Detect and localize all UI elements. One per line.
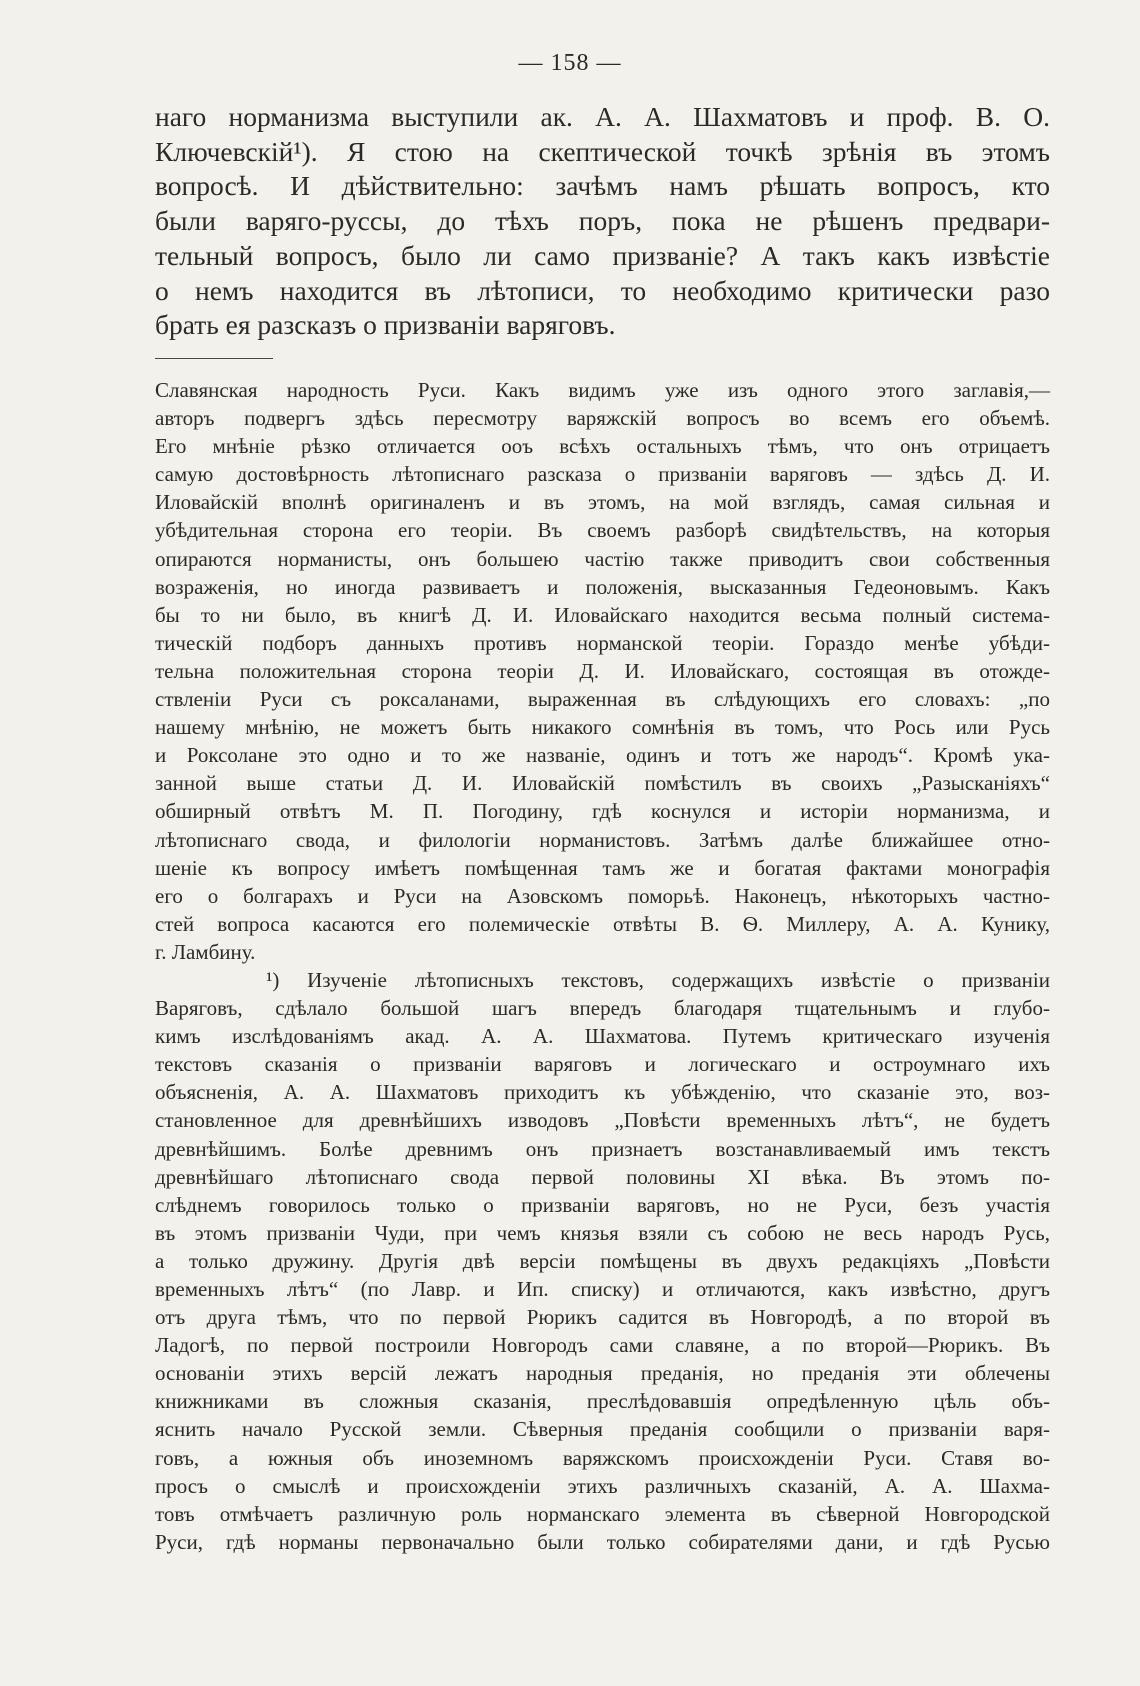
footnote-line: шеніе къ вопросу имѣетъ помѣщенная тамъ же и богатая фактами монографія [155, 855, 1050, 880]
footnotes-block [155, 376, 1050, 1556]
main-text-line: о немъ находится въ лѣтописи, то необходимо критически разо [155, 274, 1050, 306]
footnote-line: Иловайскій вполнѣ оригиналенъ и въ этомъ, на мой взглядъ, самая сильная и [155, 490, 1050, 515]
footnote-divider [155, 358, 273, 359]
footnote-line: въ этомъ призваніи Чуди, при чемъ князья взяли съ собою не весь народъ Русь, [155, 1220, 1050, 1245]
footnote-line: книжниками въ сложныя сказанія, преслѣдовавшія опредѣленную цѣль объ- [155, 1389, 1050, 1414]
footnote-line: яснить начало Русской земли. Сѣверныя преданія сообщили о призваніи варя- [155, 1417, 1050, 1442]
footnote-line: лѣтописнаго свода, и филологіи норманистовъ. Затѣмъ далѣе ближайшее отно- [155, 827, 1050, 852]
footnote-line: говъ, а южныя объ иноземномъ варяжскомъ происхожденіи Руси. Ставя во- [155, 1445, 1050, 1470]
footnote-line: древнѣйшаго лѣтописнаго свода первой половины XI вѣка. Въ этомъ по- [155, 1164, 1050, 1189]
footnote-line: а только дружину. Другія двѣ версіи помѣщены въ двухъ редакціяхъ „Повѣсти [155, 1248, 1050, 1273]
footnote-line: бы то ни было, въ книгѣ Д. И. Иловайскаго находится весьма полный система- [155, 602, 1050, 627]
footnote-line: самую достовѣрность лѣтописнаго разсказа о призваніи варяговъ — здѣсь Д. И. [155, 462, 1050, 487]
footnote-line: занной выше статьи Д. И. Иловайскій помѣстилъ въ своихъ „Разысканіяхъ“ [155, 771, 1050, 796]
footnote-line: Руси, гдѣ норманы первоначально были только собирателями дани, и гдѣ Русью [155, 1529, 1050, 1554]
footnote-line: Варяговъ, сдѣлало большой шагъ впередъ благодаря тщательнымъ и глубо- [155, 996, 1050, 1021]
footnote-line: становленное для древнѣйшихъ изводовъ „Повѣсти временныхъ лѣтъ“, не будетъ [155, 1108, 1050, 1133]
footnote-line: Его мнѣніе рѣзко отличается оoъ всѣхъ остальныхъ тѣмъ, что онъ отрицаетъ [155, 434, 1050, 459]
footnote-line: стей вопроса касаются его полемическіе отвѣты В. Ѳ. Миллеру, А. А. Кунику, [155, 911, 1050, 936]
footnote-line: нашему мнѣнію, не можетъ быть никакого сомнѣнія въ томъ, что Рось или Русь [155, 715, 1050, 740]
main-text-line: были варяго-руссы, до тѣхъ поръ, пока не рѣшенъ предвари- [155, 205, 1050, 237]
page-number: — 158 — [518, 50, 622, 76]
footnote-line: опираются норманисты, онъ большею частію также приводитъ свои собственныя [155, 546, 1050, 571]
footnote-line: товъ отмѣчаетъ различную роль норманскаго элемента въ сѣверной Новгородской [155, 1501, 1050, 1526]
main-text-line: наго норманизма выступили ак. А. А. Шахматовъ и проф. В. О. [155, 101, 1050, 132]
footnote-line: ствленіи Руси съ роксаланами, выраженная въ слѣдующихъ его словахъ: „по [155, 687, 1050, 712]
footnote-line: слѣднемъ говорилось только о призваніи варяговъ, но не Руси, безъ участія [155, 1192, 1050, 1217]
footnote-line: ¹) Изученіе лѣтописныхъ текстовъ, содержащихъ извѣстіе о призваніи [155, 967, 1050, 992]
footnote-line: г. Ламбину. [155, 939, 256, 964]
footnote-line: тическій подборъ данныхъ противъ норманской теоріи. Гораздо менѣе убѣди- [155, 630, 1050, 655]
footnote-line: основаніи этихъ версій лежатъ народныя преданія, но преданія эти облечены [155, 1361, 1050, 1386]
footnote-line: Славянская народность Руси. Какъ видимъ уже изъ одного этого заглавія,— [155, 378, 1050, 402]
footnote-line: и Роксолане это одно и то же названіе, одинъ и тотъ же народъ“. Кромѣ ука- [155, 743, 1050, 768]
footnote-line: тельна положительная сторона теоріи Д. И. Иловайскаго, состоящая въ отожде- [155, 658, 1050, 683]
footnote-line: авторъ подвергъ здѣсь пересмотру варяжскій вопросъ во всемъ его объемѣ. [155, 406, 1050, 431]
footnote-line: кимъ изслѣдованіямъ акад. А. А. Шахматова. Путемъ критическаго изученія [155, 1024, 1050, 1049]
main-text-line: вопросѣ. И дѣйствительно: зачѣмъ намъ рѣшать вопросъ, кто [155, 170, 1050, 202]
main-text-line: Ключевскій¹). Я стою на скептической точкѣ зрѣнія въ этомъ [155, 135, 1050, 167]
footnote-line: объясненія, А. А. Шахматовъ приходитъ къ убѣжденію, что сказаніе это, воз- [155, 1080, 1050, 1105]
footnote-line: его о болгарахъ и Руси на Азовскомъ поморьѣ. Наконецъ, нѣкоторыхъ частно- [155, 883, 1050, 908]
footnote-line: возраженія, но иногда развиваетъ и положенія, высказанныя Гедеоновымъ. Какъ [155, 574, 1050, 599]
footnote-line: текстовъ сказанія о призваніи варяговъ и логическаго и остроумнаго ихъ [155, 1052, 1050, 1077]
footnote-line: убѣдительная сторона его теоріи. Въ своемъ разборѣ свидѣтельствъ, на которыя [155, 518, 1050, 543]
main-text-line: брать ея разсказъ о призваніи варяговъ. [155, 309, 616, 341]
footnote-line: временныхъ лѣтъ“ (по Лавр. и Ип. списку) и отличаются, какъ извѣстно, другъ [155, 1277, 1050, 1301]
main-text-block [155, 100, 1050, 343]
footnote-line: просъ о смыслѣ и происхожденіи этихъ различныхъ сказаній, А. А. Шахма- [155, 1473, 1050, 1498]
footnote-line: древнѣйшимъ. Болѣе древнимъ онъ признаетъ возстанавливаемый имъ текстъ [155, 1136, 1050, 1161]
footnote-line: отъ друга тѣмъ, что по первой Рюрикъ садится въ Новгородѣ, а по второй въ [155, 1305, 1050, 1330]
footnote-line: обширный отвѣтъ М. П. Погодину, гдѣ коснулся и исторіи норманизма, и [155, 799, 1050, 824]
footnote-line: Ладогѣ, по первой построили Новгородъ сами славяне, а по второй—Рюрикъ. Въ [155, 1333, 1050, 1358]
main-text-line: тельный вопросъ, было ли само призваніе? А такъ какъ извѣстіе [155, 239, 1050, 271]
